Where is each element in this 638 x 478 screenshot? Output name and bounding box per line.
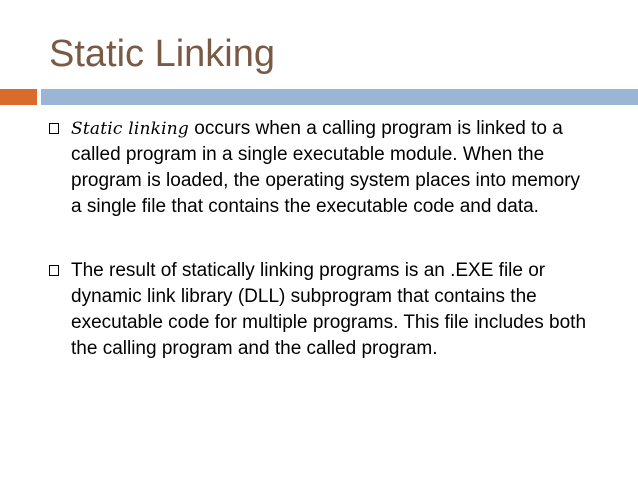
slide-title: Static Linking <box>49 33 276 75</box>
bullet-text: The result of statically linking programs is an .EXE file or dynamic link library (DLL) subprogram that contains the executable code for multiple programs. This file includes both the calling program and the called program. <box>71 260 587 359</box>
bullet-term: Static linking <box>71 119 189 139</box>
bullet-text: occurs when a calling program is linked to a called program in a single executable module. When the program is loaded, the operating system places into memory a single file that contains the executable code and data. <box>71 118 581 217</box>
hollow-square-bullet-icon <box>49 265 59 276</box>
hollow-square-bullet-icon <box>49 123 59 134</box>
slide-content <box>49 116 594 362</box>
accent-bar-orange <box>0 89 37 105</box>
bullet-item-exe-result <box>49 258 594 362</box>
bullet-item-static-linking <box>49 116 594 220</box>
accent-bar-blue <box>41 89 638 105</box>
